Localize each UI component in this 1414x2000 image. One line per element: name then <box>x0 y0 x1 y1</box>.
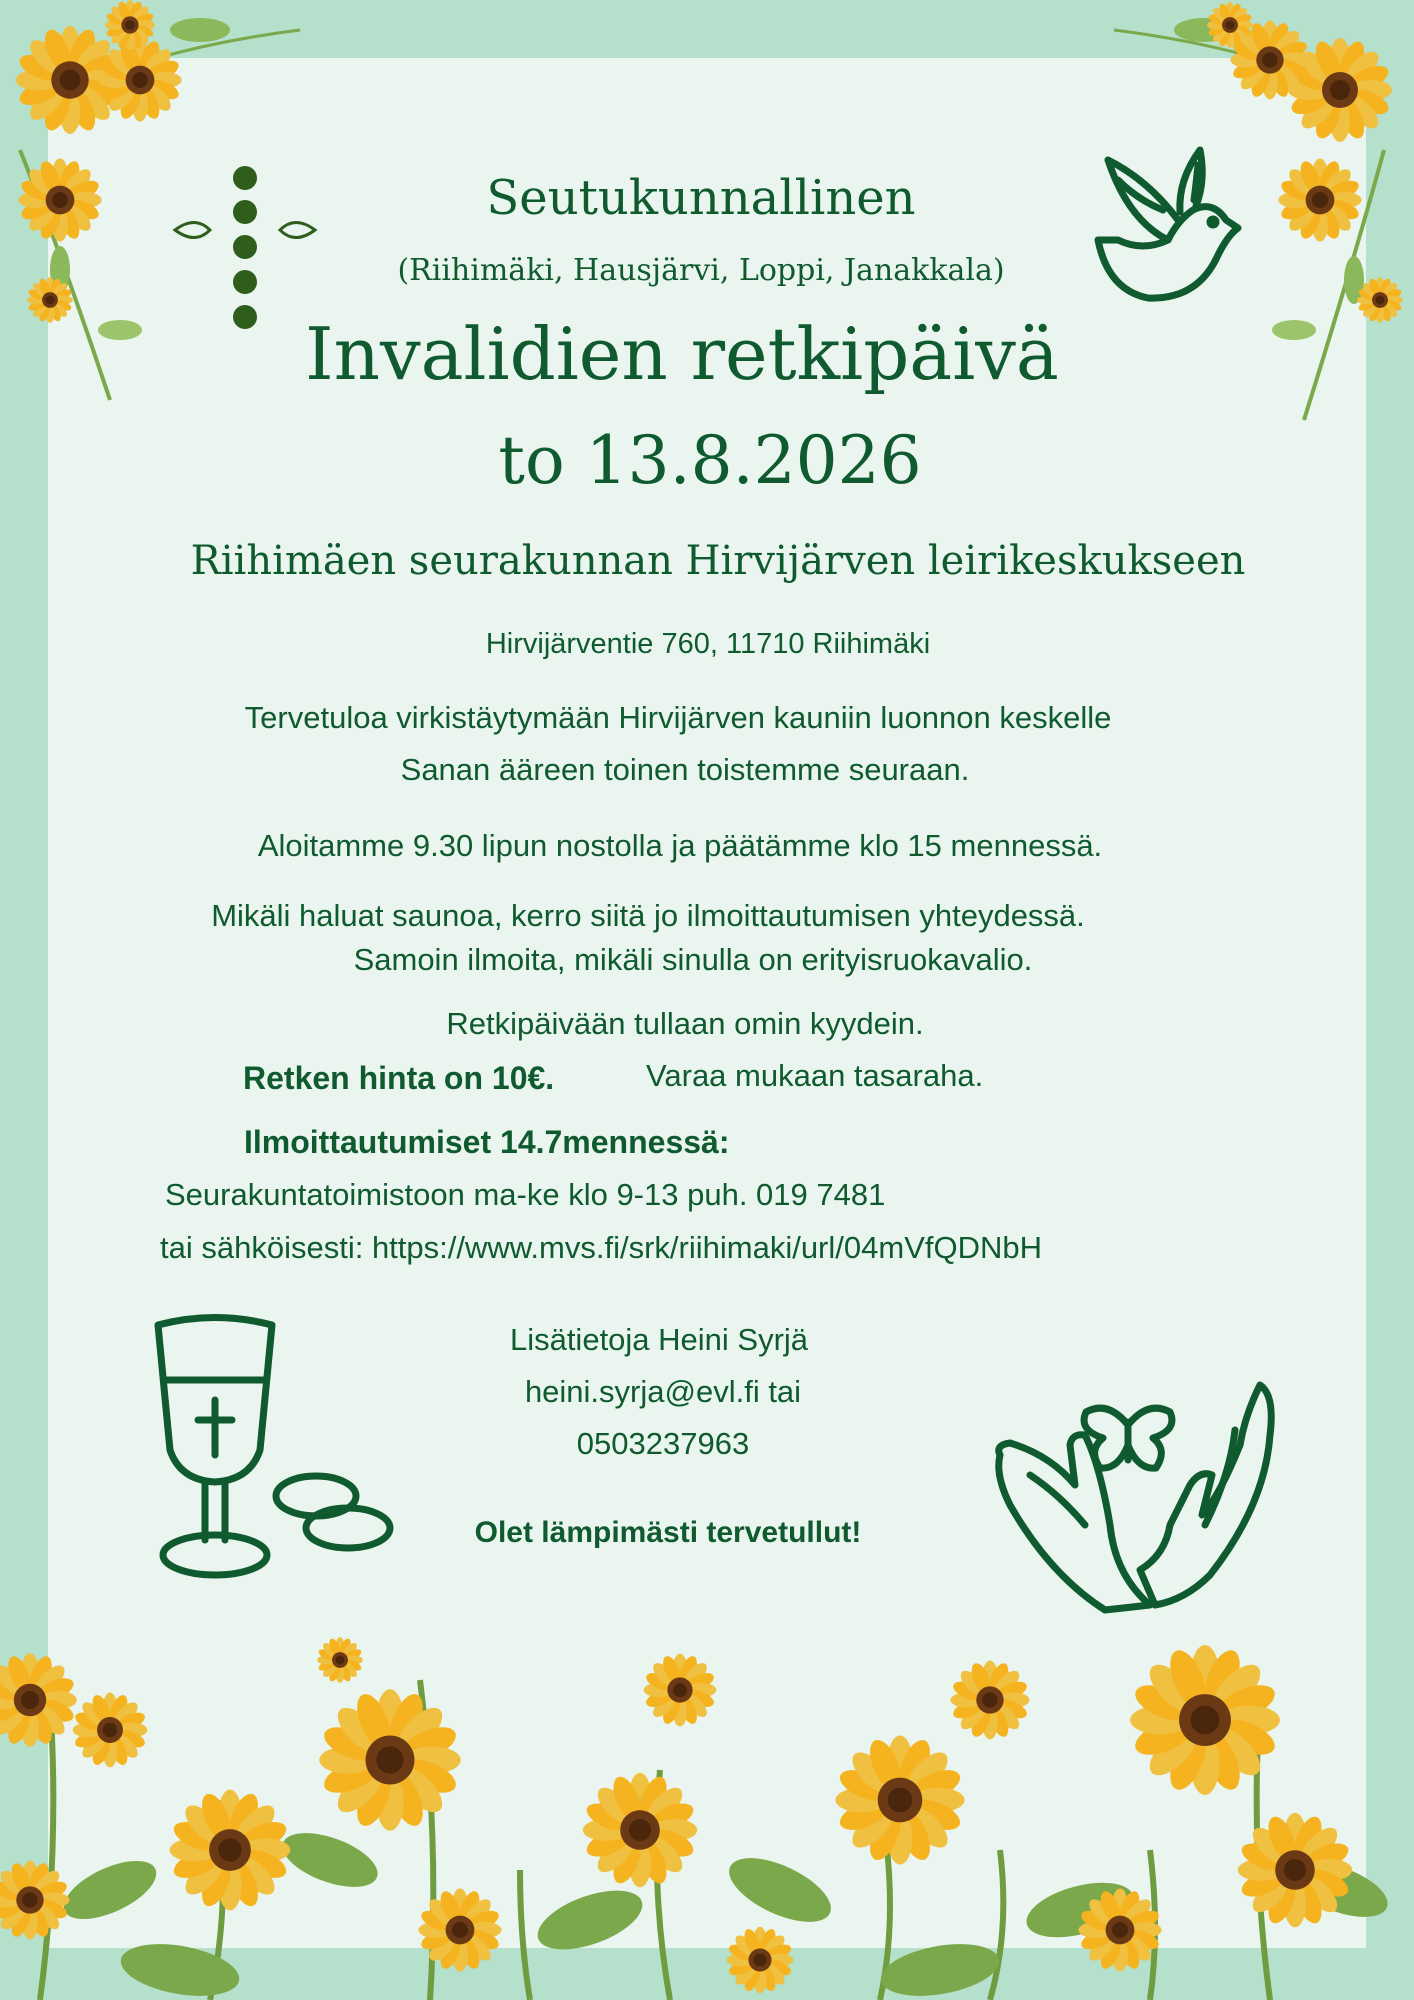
contact-phone[interactable]: 0503237963 <box>576 1426 750 1461</box>
sunflower-icon <box>73 1693 148 1768</box>
registration-link[interactable]: https://www.mvs.fi/srk/riihimaki/url/04mVfQDNbH <box>371 1230 1042 1265</box>
schedule-text: Aloitamme 9.30 lipun nostolla ja päätämme klo 15 mennessä. <box>257 828 1103 863</box>
registration-heading: Ilmoittautumiset 14.7mennessä: <box>244 1124 730 1160</box>
sunflower-icon <box>0 1860 70 1939</box>
transport-text: Retkipäivään tullaan omin kyydein. <box>446 1006 924 1041</box>
venue-name: Riihimäen seurakunnan Hirvijärven leirikeskukseen <box>190 538 1246 584</box>
sunflower-icon <box>1207 2 1253 48</box>
sunflower-icon <box>1238 1813 1352 1927</box>
sunflower-icon <box>1130 1645 1280 1795</box>
page-title: Invalidien retkipäivä <box>305 312 1059 396</box>
sunflower-icon <box>418 1888 501 1971</box>
sunflower-icon <box>950 1660 1029 1739</box>
registration-office: Seurakuntatoimistoon ma-ke klo 9-13 puh. 019 7481 <box>165 1177 886 1212</box>
sunflower-icon <box>583 1773 697 1887</box>
municipalities-subtitle: (Riihimäki, Hausjärvi, Loppi, Janakkala) <box>397 253 1005 288</box>
sunflower-icon <box>0 1653 77 1747</box>
welcome-line-2: Sanan ääreen toinen toistemme seuraan. <box>400 752 970 787</box>
registration-online <box>160 1230 1042 1266</box>
sunflower-icon <box>727 1927 794 1994</box>
venue-address: Hirvijärventie 760, 11710 Riihimäki <box>485 628 931 660</box>
sunflower-icon <box>317 1637 363 1683</box>
closing-greeting: Olet lämpimästi tervetullut! <box>474 1516 862 1549</box>
sauna-text: Mikäli haluat saunoa, kerro siitä jo ilmoittautumisen yhteydessä. <box>211 898 1085 933</box>
cash-text: Varaa mukaan tasaraha. <box>646 1058 984 1093</box>
event-date: to 13.8.2026 <box>498 422 922 499</box>
sunflower-icon <box>644 1654 717 1727</box>
sunflower-icon <box>319 1689 460 1830</box>
sunflower-icon <box>836 1736 965 1865</box>
sunflower-icon <box>1288 38 1392 142</box>
contact-email[interactable]: heini.syrja@evl.fi tai <box>524 1374 802 1409</box>
kicker-heading: Seutukunnallinen <box>486 170 916 226</box>
sunflower-icon <box>170 1790 291 1911</box>
diet-text: Samoin ilmoita, mikäli sinulla on erityisruokavalio. <box>353 942 1033 977</box>
contact-line-1: Lisätietoja Heini Syrjä <box>509 1322 809 1357</box>
sunflower-icon <box>105 0 155 50</box>
registration-online-prefix: tai sähköisesti: <box>160 1230 372 1265</box>
sunflower-icon <box>1078 1888 1161 1971</box>
welcome-line-1: Tervetuloa virkistäytymään Hirvijärven kauniin luonnon keskelle <box>244 700 1112 735</box>
sunflower-icon <box>98 38 181 121</box>
price-text: Retken hinta on 10€. <box>243 1060 555 1096</box>
